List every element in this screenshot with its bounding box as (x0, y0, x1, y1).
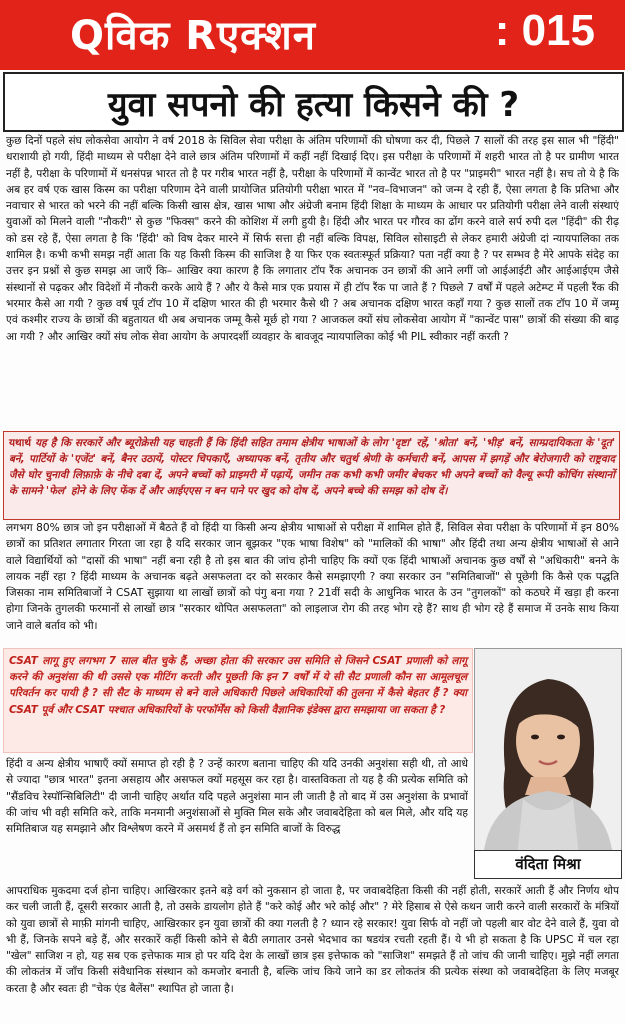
closing-paragraph: आपराधिक मुकदमा दर्ज होना चाहिए। आखिरकार इतने बड़े वर्ग को नुकसान हो जाता है, पर जवाबदेहिता किसी की नहीं होती, सरकारें आती हैं और निर्णय थोप कर चली जाती हैं, दूसरी सरकार आती है, तो उसके डायलोग होते हैं "करे कोई और भरे कोई और" ? मेरे हिसाब से ऐसे कथन जारी करने वाली सरकारों के मंत्रियों को युवा छात्रों से माफ़ी मांगनी चाहिए, आखिरकार इन युवा छात्रों की क्या गलती है ? ध्यान रहे सरकार! युवा सिर्फ वो नहीं जो पहली बार वोट देने वाले हैं, युवा वो भी हैं, जिनके सपने बड़े हैं, और सरकारें कहीं किसी कोने से बैठी लगातार उनसे भेदभाव का षडयंत्र रचती रहती हैं। ये भी हो सकता है कि UPSC में चल रहा "खेल" साजिश न हो, यह सब एक इत्तेफाक मात्र हो पर यदि देश के लाखों छात्र इस इत्तेफाक को "साजिश" समझते हैं तो जांच की जानी चाहिए। मुझे नहीं लगता की लोकतंत्र में जाँच किसी संवैधानिक संस्थान को कमजोर बनाती है, बल्कि जांच किये जाने का डर लोकतंत्र की प्रत्येक संस्था को जवाबदेहिता के लिए मजबूर करता है और स्वतः ही "चेक एंड बैलेंस" स्थापित हो जाता है। (6, 885, 619, 995)
middle-paragraph: लगभग 80% छात्र जो इन परीक्षाओं में बैठते हैं वो हिंदी या किसी अन्य क्षेत्रीय भाषाओं से परीक्षा में शामिल होते हैं, सिविल सेवा परीक्षा के परिणामों में इन 80% छात्रों का प्रतिशत लगातार गिरता जा रहा है यदि सरकार जान बूझकर "एक भाषा विशेष" को "मालिकों की भाषा" और हिंदी तथा अन्य क्षेत्रीय भाषाओं से आने वाले विद्यार्थियों को "दासों की भाषा" नहीं बना रही है तो इस बात की जांच होनी चाहिए कि क्यों एक हिंदी भाषाओं अचानक कुछ वर्षों से "अधिकारी" बनने के लायक नहीं रहा ? हिंदी माध्यम के अचानक बढ़ते असफलता दर को सरकार कैसे समझाएगी ? क्या सरकार उन "समितिबाजों" से पूछेगी कि कैसे एक पद्धति जिसका नाम समितिबाजों ने CSAT सुझाया था लाखों छात्रों को पंगु बना गया ? 21वीं सदी के आधुनिक भारत के उन "तुगलकों" को कठघरे में खड़ा ही करना होगा जिनके तुगलकी फरमानों से लाखों छात्र "सरकार थोपित असफलता" को लाइलाज रोग की तरह भोग रहे हैं? साथ ही भोग रहे हैं समाज में उनके साथ किया जाने वाले बर्ताव को भी। (6, 522, 619, 632)
author-photo (474, 648, 622, 858)
author-portrait-icon (475, 649, 621, 857)
article-headline: युवा सपनो की हत्या किसने की ? (107, 85, 520, 125)
csat-callout-text: CSAT लागू हुए लगभग 7 साल बीत चुके हैं, अच्छा होता की सरकार उस समिति से जिसने CSAT प्रणाली को लागू करने की अनुशंसा की थी उससे एक मीटिंग करती और पूछती कि इन 7 वर्षों में ये सी सैट प्रणाली कौन सा आमूलचूल परिवर्तन कर पायी है ? सी सैट के माध्यम से बने वाले अधिकारी पिछले अधिकारियों की तुलना में कैसे बेहतर हैं ? क्या CSAT पूर्व और CSAT पश्चात अधिकारियों के परफॉर्मेंस को किसी वैज्ञानिक इंडेक्स द्वारा समझाया जा सकता है ? (9, 655, 467, 716)
reality-label: यथार्थ (9, 437, 31, 449)
headline-box (3, 72, 624, 132)
reality-callout (3, 431, 620, 520)
reality-callout-text (9, 435, 615, 499)
column-banner (0, 0, 625, 70)
author-caption: वंदिता मिश्रा (474, 850, 622, 879)
side-paragraph: हिंदी व अन्य क्षेत्रीय भाषाएँ क्यों समाप्त हो रही है ? उन्हें कारण बताना चाहिए की यदि उनकी अनुशंसा सही थी, तो आधे से ज्यादा "छात्र भारत" इतना असहाय और असफल क्यों महसूस कर रहा है। वास्तविकता तो यह है की प्रत्येक समिति को "सैंडविच रेस्पॉन्सिबिलिटी" दी जानी चाहिए अर्थात यदि पहले अनुशंसा मान ली जाती है तो बाद में उस अनुशंसा के प्रभावों की जांच भी वही समिति करे, ताकि मनमानी अनुशंसाओं से मुक्ति मिल सके और जवाबदेहिता को बल मिले, और यदि यह समितिबाज यह समझाने और विश्लेषण करने में असमर्थ हैं तो इन समिति बाजों के विरुद्ध (6, 758, 468, 836)
column-title: Qविक Rएक्शन (70, 13, 316, 59)
intro-paragraph: कुछ दिनों पहले संघ लोकसेवा आयोग ने वर्ष 2018 के सिविल सेवा परीक्षा के अंतिम परिणामों की घोषणा कर दी, पिछले 7 सालों की तरह इस साल भी "हिंदी" धराशायी हो गयी, हिंदी माध्यम से परीक्षा देने वाले छात्र अंतिम परिणामों में कहीं नहीं दिखाई दिए। इस परीक्षा के परिणामों में शहरी भारत तो है पर ग्रामीण भारत नहीं है, परीक्षा के परिणामों में धनसंपन्न भारत तो है पर गरीब भारत नहीं है, परीक्षा के परिणामों में कान्वेंट भारत तो है पर "प्राइमरी" भारत नहीं है। सच तो ये है कि अब हर वर्ष एक खास किस्म का परीक्षा परिणाम देने वाली प्रायोजित प्रतियोगी परीक्षा भारत में "नव–विभाजन" को जन्म दे रही हैं, ऐसा लगता है कि प्रतिभा और नवाचार से भारत को भरने की नहीं बल्कि किसी खास क्षेत्र, खास भाषा और अंग्रेजी बनाम हिंदी शिक्षा के माध्यम के आधार पर प्रतियोगी परीक्षा लेने वाली संस्थाएं युवाओं को मिलने वाली "नौकरी" से कुछ "फिक्स" करने की कोशिश में लगी हुयी है। हिंदी और भारत पर गौरव का ढोंग करने वाले सर्प रुपी दल "हिंदी" की रीढ़ को डस रहे हैं, ऐसा लगता है कि 'हिंदी' को विष देकर मारने में सिर्फ सत्ता ही नहीं बल्कि विपक्ष, सिविल सोसाइटी से लेकर हमारी अंग्रेजी दां न्यायपालिका तक शामिल है। कभी कभी समझ नहीं आता कि यह किसी किस्म की साजिश है या फिर एक स्वतःस्फूर्त प्रक्रिया? पता नहीं क्या है ? पर सम्भव है मेरे आपके संदेह का उत्तर इन प्रश्नों से कुछ समझ आ जाएँ कि– आखिर क्या कारण है कि लगातार टॉप रैंक अचानक उन छात्रों की आने लगीं जो आईआईटी और आईआईएम जैसे संस्थानों से पढ़कर और विदेशों में नौकरी करके आये हैं ? और ये कैसे मात्र एक प्रयास में ही टॉप रैंक पा जाते हैं ? पिछले 7 वर्षों में पहले अटेम्प्ट में पहली रैंक की भरमार कैसे आ गयी ? कुछ वर्ष पूर्व टॉप 10 में दक्षिण भारत की ही भरमार कैसे थी ? अब अचानक दक्षिण भारत कहाँ गया ? कुछ सालों तक टॉप 10 में जम्मू एवं कश्मीर राज्य के छात्रों की बहुतायत थी अब अचानक जम्मू कैसे मूर्छ हो गया ? आजकल क्यों संघ लोकसेवा आयोग में "कान्वेंट पास" छात्रों की संख्या की बाढ़ आ गयी ? और आखिर क्यों संघ लोक सेवा आयोग के अपारदर्शी व्यवहार के बावजूद न्यायपालिका कोई भी PIL स्वीकार नहीं करती ? (6, 135, 619, 343)
reality-body: यह है कि सरकारें और ब्यूरोक्रेसी यह चाहती हैं कि हिंदी सहित तमाम क्षेत्रीय भाषाओं के लोग 'दृष्टा' रहें, 'श्रोता' बनें, 'भीड़' बनें, साम्प्रदायिकता के 'दूत' बनें, पार्टियों के 'एजेंट' बनें, बैनर उठायें, पोस्टर चिपकाएँ, अध्यापक बनें, तृतीय और चतुर्थ श्रेणी के कर्मचारी बनें, आपस में झगड़ें और बेरोजगारी को राष्ट्रवाद जैसे घोर चुनावी लिफ़ाफ़े के नीचे दबा दें, अपने बच्चों को प्राइमरी में पढ़ायें, जमीन तक कभी कभी जमीर बेचकर भी अपने बच्चों को वैल्यू रूपी कोचिंग संस्थानों के सामने 'फेल' होने के लिए फेंक दें और आईएएस न बन पाने पर खुद को दोष दें, अपने बच्चे की समझ को दोष दें। (9, 437, 616, 497)
csat-callout (3, 648, 473, 753)
issue-number: : 015 (494, 6, 595, 55)
